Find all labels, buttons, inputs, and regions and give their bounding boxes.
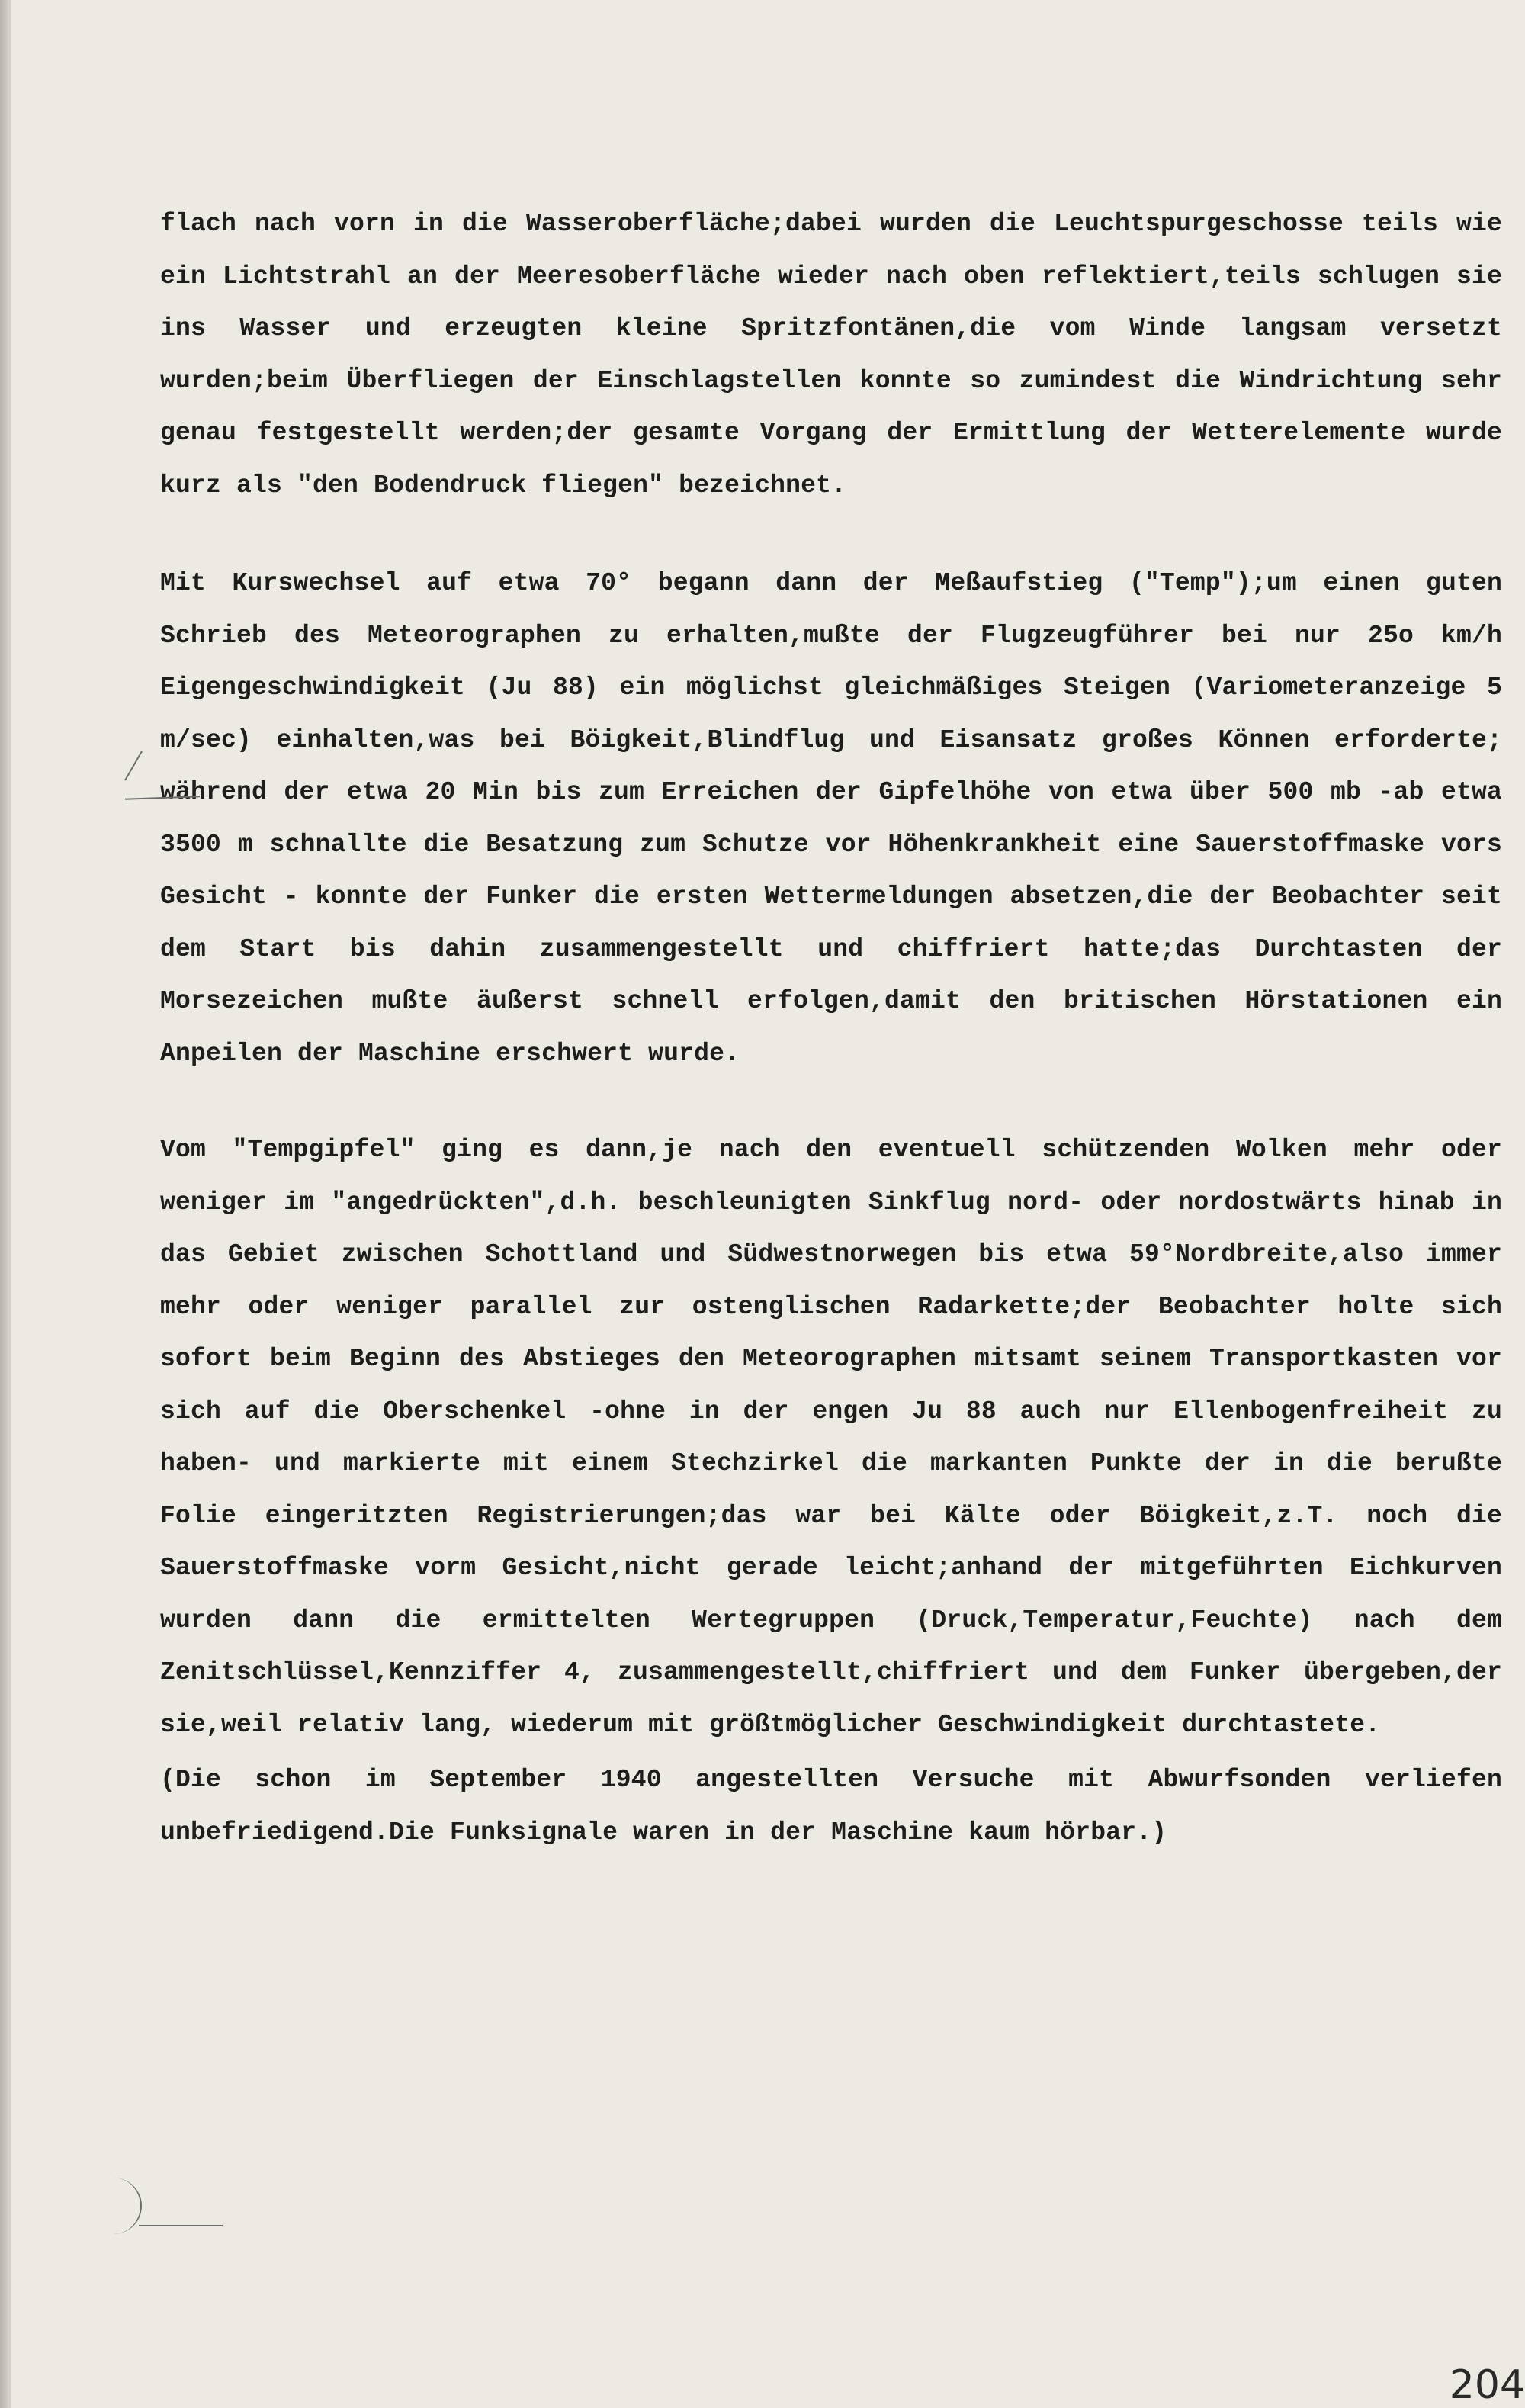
pencil-slash-mark — [124, 751, 143, 780]
pencil-margin-line-lower — [139, 2225, 223, 2226]
paragraph-4: (Die schon im September 1940 angestellten Versuche mit Abwurfsonden verliefen unbefriedigend.Die Funksignale waren in der Maschine kaum hörbar.) — [160, 1766, 1502, 1847]
body-text — [160, 198, 1502, 1859]
page-number: 204 — [1449, 2362, 1525, 2408]
page-binding-edge — [0, 0, 11, 2408]
typewritten-page — [11, 0, 1525, 2408]
paragraph-3: Vom "Tempgipfel" ging es dann,je nach den eventuell schützenden Wolken mehr oder weniger im "angedrückten",d.h. beschleunigten Sinkflug nord- oder nordostwärts hinab in das Gebiet zwischen Schottland und Südwestnorwegen bis etwa 59°Nordbreite,also immer mehr oder weniger parallel zur ostenglischen Radarkette;der Beobachter holte sich sofort beim Beginn des Abstieges den Meteorographen mitsamt seinem Transportkasten vor sich auf die Oberschenkel -ohne in der engen Ju 88 auch nur Ellenbogenfreiheit zu haben- und markierte mit einem Stechzirkel die markanten Punkte der in die berußte Folie eingeritzten Registrierungen;das war bei Kälte oder Böigkeit,z.T. noch die Sauerstoffmaske vorm Gesicht,nicht gerade leicht;anhand der mitgeführten Eichkurven wurden dann die ermittelten Wertegruppen (Druck,Temperatur,Feuchte) nach dem Zenitschlüssel,Kennziffer 4, zusammengestellt,chiffriert und dem Funker übergeben,der sie,weil relativ lang, wiederum mit größtmöglicher Geschwindigkeit durchtastete. — [160, 1136, 1502, 1739]
paragraph-2: Mit Kurswechsel auf etwa 70° begann dann der Meßaufstieg ("Temp");um einen guten Schrieb des Meteorographen zu erhalten,mußte der Flugzeugführer bei nur 25o km/h Eigengeschwindigkeit (Ju 88) ein möglichst gleichmäßiges Steigen (Variometeranzeige 5 m/sec) einhalten,was bei Böigkeit,Blindflug und Eisansatz großes Können erforderte; während der etwa 20 Min bis zum Erreichen der Gipfelhöhe von etwa über 500 mb -ab etwa 3500 m schnallte die Besatzung zum Schutze vor Höhenkrankheit eine Sauerstoffmaske vors Gesicht - konnte der Funker die ersten Wettermeldungen absetzen,die der Beobachter seit dem Start bis dahin zusammengestellt und chiffriert hatte;das Durchtasten der Morsezeichen mußte äußerst schnell erfolgen,damit den britischen Hörstationen ein Anpeilen der Maschine erschwert wurde. — [160, 569, 1502, 1068]
pencil-curve-mark — [104, 2178, 142, 2234]
paragraph-1: flach nach vorn in die Wasseroberfläche;dabei wurden die Leuchtspurgeschosse teils wie ein Lichtstrahl an der Meeresoberfläche wieder nach oben reflektiert,teils schlugen sie ins Wasser und erzeugten kleine Spritzfontänen,die vom Winde langsam versetzt wurden;beim Überfliegen der Einschlagstellen konnte so zumindest die Windrichtung sehr genau festgestellt werden;der gesamte Vorgang der Ermittlung der Wetterelemente wurde kurz als "den Bodendruck fliegen" bezeichnet. — [160, 210, 1502, 500]
